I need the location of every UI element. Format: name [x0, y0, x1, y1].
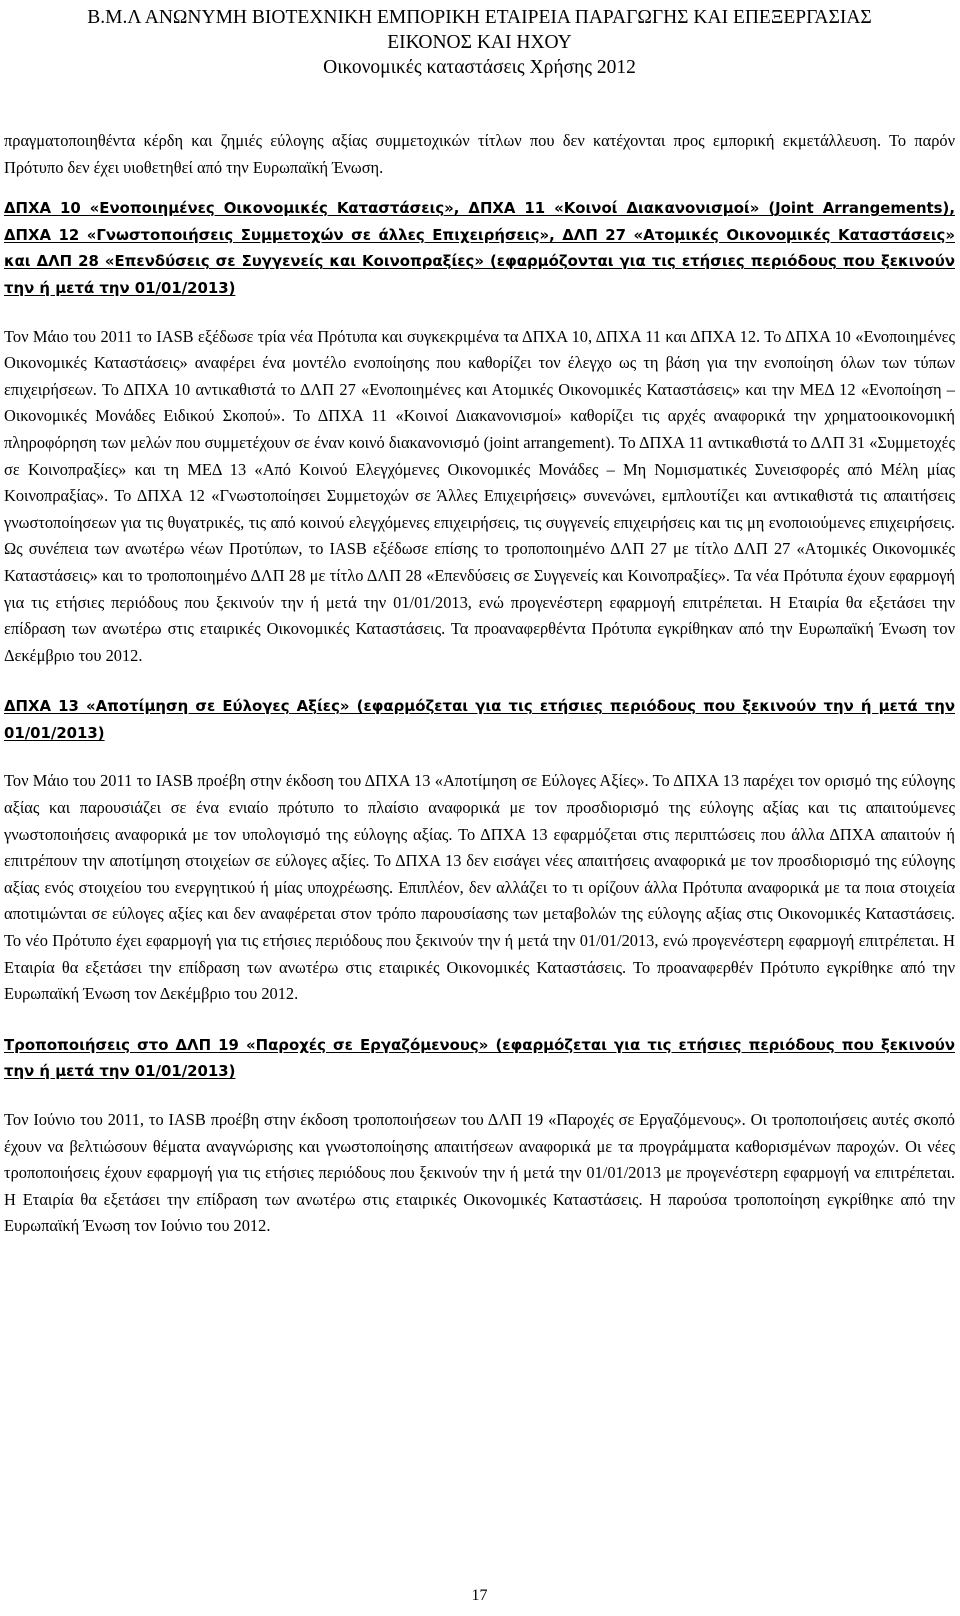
page-number: 17 [471, 1587, 488, 1604]
document-subtitle: Οικονομικές καταστάσεις Χρήσης 2012 [323, 57, 636, 78]
section-body-ifrs-13: Τον Μάιο του 2011 το IASB προέβη στην έκδοση του ΔΠΧΑ 13 «Αποτίμηση σε Εύλογες Αξίες». Το ΔΠΧΑ 13 παρέχει τον ορισμό της εύλογης αξίας και παρουσιάζει σε ένα ενιαίο πρότυπο το πλαίσιο αναφορικά με τον προσδιορισμό της εύλογης αξίας και τις απαιτούμενες γνωστοποιήσεις αναφορικά με τον υπολογισμό της εύλογης αξίας. Το ΔΠΧΑ 13 εφαρμόζεται στις περιπτώσεις που άλλα ΔΠΧΑ απαιτούν ή επιτρέπουν την αποτίμηση στοιχείων σε εύλογες αξίες. Το ΔΠΧΑ 13 δεν εισάγει νέες απαιτήσεις αναφορικά με τον προσδιορισμό της εύλογης αξίας ενός στοιχείου του ενεργητικού ή μίας υποχρέωσης. Επιπλέον, δεν αλλάζει το τι ορίζουν άλλα Πρότυπα αναφορικά με τα ποια στοιχεία αποτιμώνται σε εύλογες αξίες και δεν αναφέρεται στον τρόπο παρουσίασης των μεταβολών της εύλογης αξίας στις Οικονομικές Καταστάσεις. Το νέο Πρότυπο έχει εφαρμογή για τις ετήσιες περιόδους που ξεκινούν την ή μετά την 01/01/2013, ενώ προγενέστερη εφαρμογή επιτρέπεται. Η Εταιρία θα εξετάσει την επίδραση των ανωτέρω στις εταιρικές Οικονομικές Καταστάσεις. Το προαναφερθέν Πρότυπο εγκρίθηκε από την Ευρωπαϊκή Ένωση τον Δεκέμβριο του 2012. [4, 771, 955, 1004]
section-heading-ifrs-10-11-12: ΔΠΧΑ 10 «Ενοποιημένες Οικονομικές Καταστάσεις», ΔΠΧΑ 11 «Κοινοί Διακανονισμοί» (Joint Arrangements), ΔΠΧΑ 12 «Γνωστοποιήσεις Συμμετοχών σε άλλες Επιχειρήσεις», ΔΛΠ 27 «Ατομικές Οικονομικές Καταστάσεις» και ΔΛΠ 28 «Επενδύσεις σε Συγγενείς και Κοινοπραξίες» (εφαρμόζονται για τις ετήσιες περιόδους που ξεκινούν την ή μετά την 01/01/2013) [4, 199, 955, 297]
company-name-line-2: ΕΙΚΟΝΟΣ ΚΑΙ ΗΧΟΥ [387, 32, 572, 53]
document-page [4, 0, 955, 1616]
company-name-line-1: Β.Μ.Λ ΑΝΩΝΥΜΗ ΒΙΟΤΕΧΝΙΚΗ ΕΜΠΟΡΙΚΗ ΕΤΑΙΡΕΙΑ ΠΑΡΑΓΩΓΗΣ ΚΑΙ ΕΠΕΞΕΡΓΑΣΙΑΣ [87, 7, 872, 28]
document-body [4, 128, 955, 1240]
section-body-ias-19: Τον Ιούνιο του 2011, το IASB προέβη στην έκδοση τροποποιήσεων του ΔΛΠ 19 «Παροχές σε Εργαζόμενους». Οι τροποποιήσεις αυτές σκοπό έχουν να βελτιώσουν θέματα αναγνώρισης και γνωστοποίησης απαιτήσεων αναφορικά με τα προγράμματα καθορισμένων παροχών. Οι νέες τροποποιήσεις έχουν εφαρμογή για τις ετήσιες περιόδους που ξεκινούν την ή μετά την 01/01/2013 με προγενέστερη εφαρμογή να επιτρέπεται. Η Εταιρία θα εξετάσει την επίδραση των ανωτέρω στις εταιρικές Οικονομικές Καταστάσεις. Η παρούσα τροποποίηση εγκρίθηκε από την Ευρωπαϊκή Ένωση τον Ιούνιο του 2012. [4, 1110, 955, 1236]
section-body-ifrs-10-11-12: Τον Μάιο του 2011 το IASB εξέδωσε τρία νέα Πρότυπα και συγκεκριμένα τα ΔΠΧΑ 10, ΔΠΧΑ 11 και ΔΠΧΑ 12. Το ΔΠΧΑ 10 «Ενοποιημένες Οικονομικές Καταστάσεις» αναφέρει ένα μοντέλο ενοποίησης που καθορίζει τον έλεγχο ως τη βάση για την ενοποίηση όλων των τύπων επιχειρήσεων. Το ΔΠΧΑ 10 αντικαθιστά το ΔΛΠ 27 «Ενοποιημένες και Ατομικές Οικονομικές Καταστάσεις» και την ΜΕΔ 12 «Ενοποίηση – Οικονομικές Μονάδες Ειδικού Σκοπού». Το ΔΠΧΑ 11 «Κοινοί Διακανονισμοί» καθορίζει τις αρχές αναφορικά την χρηματοοικονομική πληροφόρηση των μελών που συμμετέχουν σε έναν κοινό διακανονισμό (joint arrangement). Το ΔΠΧΑ 11 αντικαθιστά το ΔΛΠ 31 «Συμμετοχές σε Κοινοπραξίες» και τη ΜΕΔ 13 «Από Κοινού Ελεγχόμενες Οικονομικές Μονάδες – Μη Νομισματικές Συνεισφορές από Μέλη μίας Κοινοπραξίας». Το ΔΠΧΑ 12 «Γνωστοποίησει Συμμετοχών σε Άλλες Επιχειρήσεις» συνενώνει, εμπλουτίζει και αντικαθιστά τις απαιτήσεις γνωστοποίησεων για τις θυγατρικές, τις από κοινού ελεγχόμενες επιχειρήσεις, τις συγγενείς επιχειρήσεις και τις μη ενοποιούμενες επιχειρήσεις. Ως συνέπεια των ανωτέρω νέων Προτύπων, το IASB εξέδωσε επίσης το τροποποιημένο ΔΛΠ 27 με τίτλο ΔΛΠ 27 «Ατομικές Οικονομικές Καταστάσεις» και το τροποποιημένο ΔΛΠ 28 με τίτλο ΔΛΠ 28 «Επενδύσεις σε Συγγενείς και Κοινοπραξίες». Τα νέα Πρότυπα έχουν εφαρμογή για τις ετήσιες περιόδους που ξεκινούν την ή μετά την 01/01/2013, ενώ προγενέστερη εφαρμογή επιτρέπεται. Η Εταιρία θα εξετάσει την επίδραση των ανωτέρω στις εταιρικές Οικονομικές Καταστάσεις. Τα προαναφερθέντα Πρότυπα εγκρίθηκαν από την Ευρωπαϊκή Ένωση τον Δεκέμβριο του 2012. [4, 326, 955, 665]
section-heading-ias-19: Τροποποιήσεις στο ΔΛΠ 19 «Παροχές σε Εργαζόμενους» (εφαρμόζεται για τις ετήσιες περιόδους που ξεκινούν την ή μετά την 01/01/2013) [4, 1035, 955, 1081]
section-heading-ifrs-13: ΔΠΧΑ 13 «Αποτίμηση σε Εύλογες Αξίες» (εφαρμόζεται για τις ετήσιες περιόδους που ξεκινούν την ή μετά την 01/01/2013) [4, 697, 955, 742]
intro-paragraph: πραγματοποιηθέντα κέρδη και ζημιές εύλογης αξίας συμμετοχικών τίτλων που δεν κατέχονται προς εμπορική εκμετάλλευση. Το παρόν Πρότυπο δεν έχει υιοθετηθεί από την Ευρωπαϊκή Ένωση. [4, 131, 955, 177]
page-header [4, 5, 955, 80]
